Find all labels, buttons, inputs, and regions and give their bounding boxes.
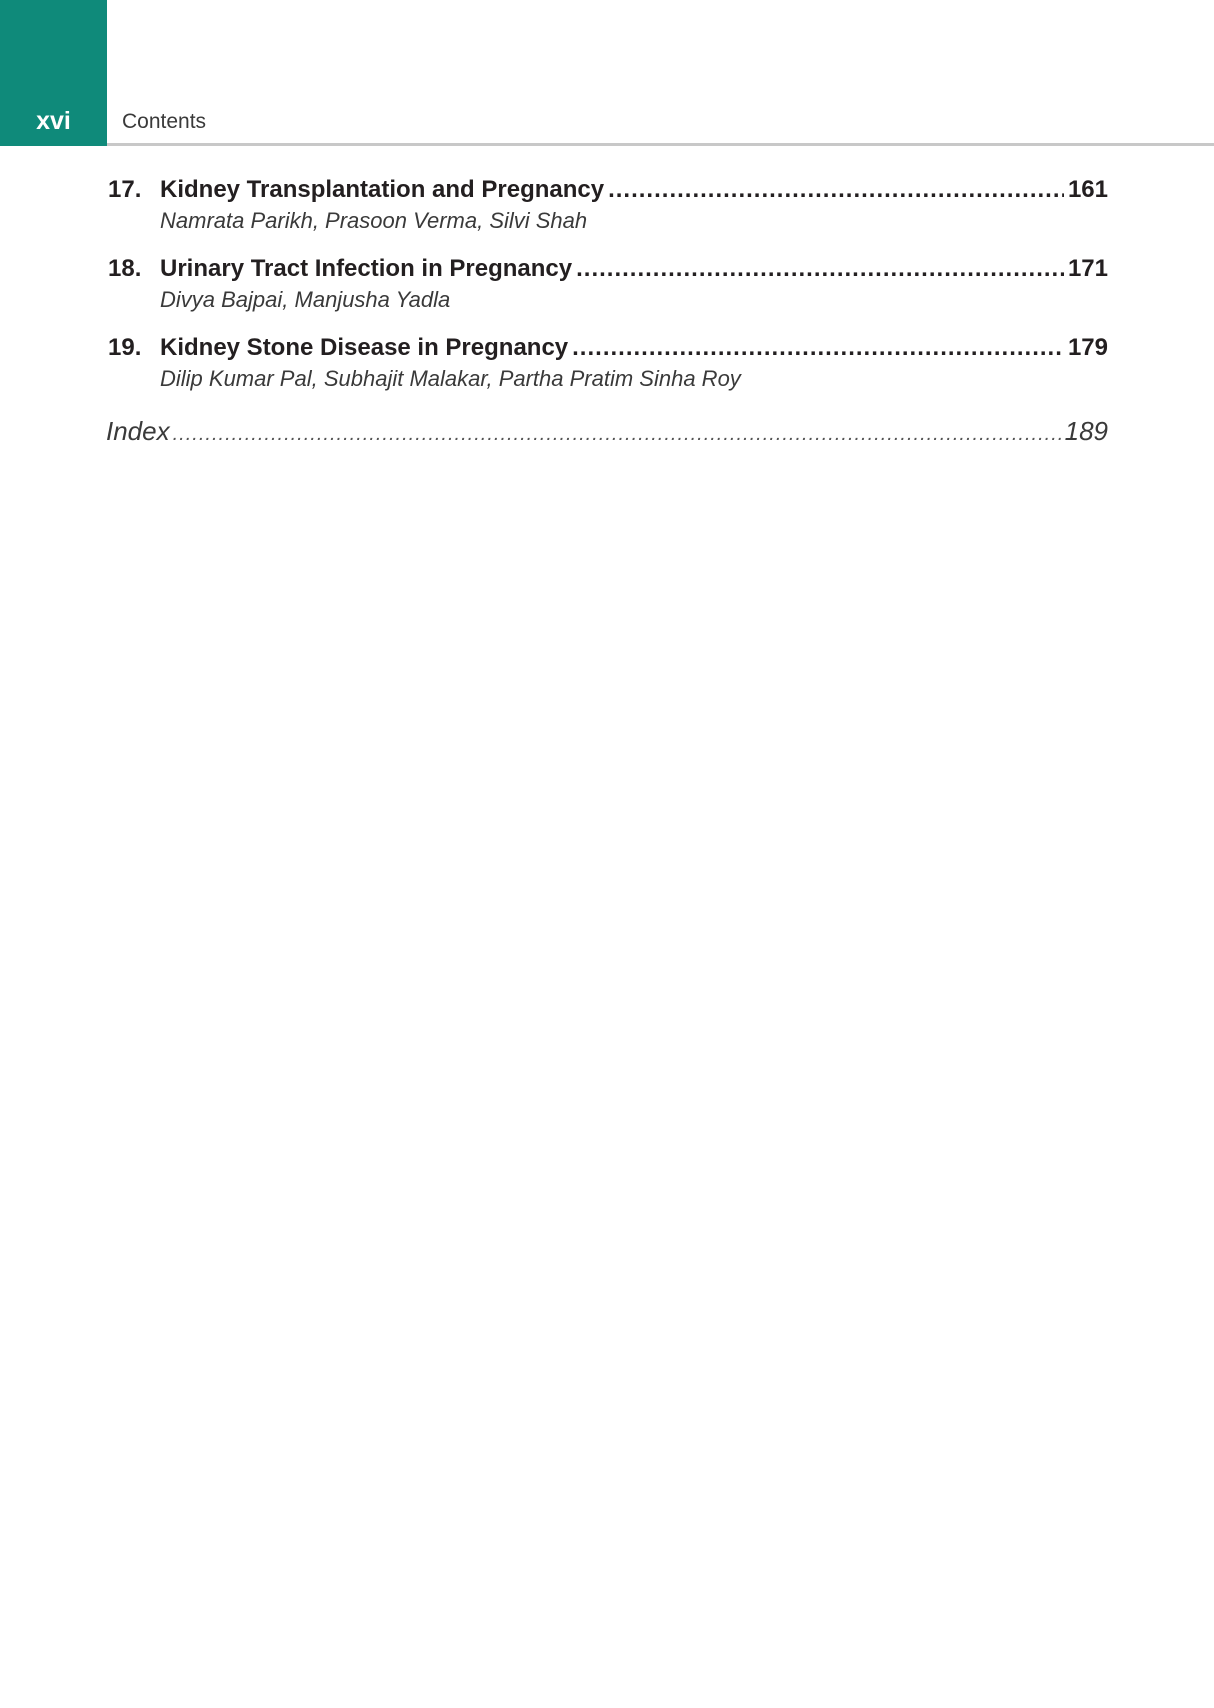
dot-leader	[572, 332, 1064, 364]
chapter-authors: Divya Bajpai, Manjusha Yadla	[160, 287, 451, 312]
toc-entry-19[interactable]	[108, 332, 1108, 394]
toc-entry-heading	[108, 253, 1108, 285]
toc-entry-heading	[108, 174, 1108, 206]
chapter-title: Urinary Tract Infection in Pregnancy	[160, 255, 573, 282]
running-head: Contents	[122, 110, 207, 133]
dot-leader	[576, 253, 1064, 285]
toc-entry-heading	[108, 332, 1108, 364]
dot-leader	[608, 174, 1064, 206]
dot-leader	[173, 417, 1062, 451]
header-rule	[107, 143, 1214, 146]
chapter-authors: Namrata Parikh, Prasoon Verma, Silvi Shah	[160, 208, 588, 233]
chapter-page: 171	[1067, 255, 1108, 282]
chapter-title: Kidney Stone Disease in Pregnancy	[160, 334, 569, 361]
chapter-number: 17.	[108, 176, 142, 203]
chapter-number: 19.	[108, 334, 142, 361]
toc-entry-index[interactable]	[106, 414, 1108, 451]
page-number: xvi	[36, 107, 71, 135]
chapter-page: 161	[1067, 176, 1108, 203]
index-label: Index	[106, 416, 170, 446]
chapter-page: 179	[1067, 334, 1108, 361]
chapter-title: Kidney Transplantation and Pregnancy	[160, 176, 605, 203]
toc-entry-18[interactable]	[108, 253, 1108, 315]
toc-entry-17[interactable]	[108, 174, 1108, 236]
chapter-number: 18.	[108, 255, 142, 282]
index-page: 189	[1064, 416, 1108, 446]
chapter-authors: Dilip Kumar Pal, Subhajit Malakar, Partha Pratim Sinha Roy	[160, 366, 741, 391]
